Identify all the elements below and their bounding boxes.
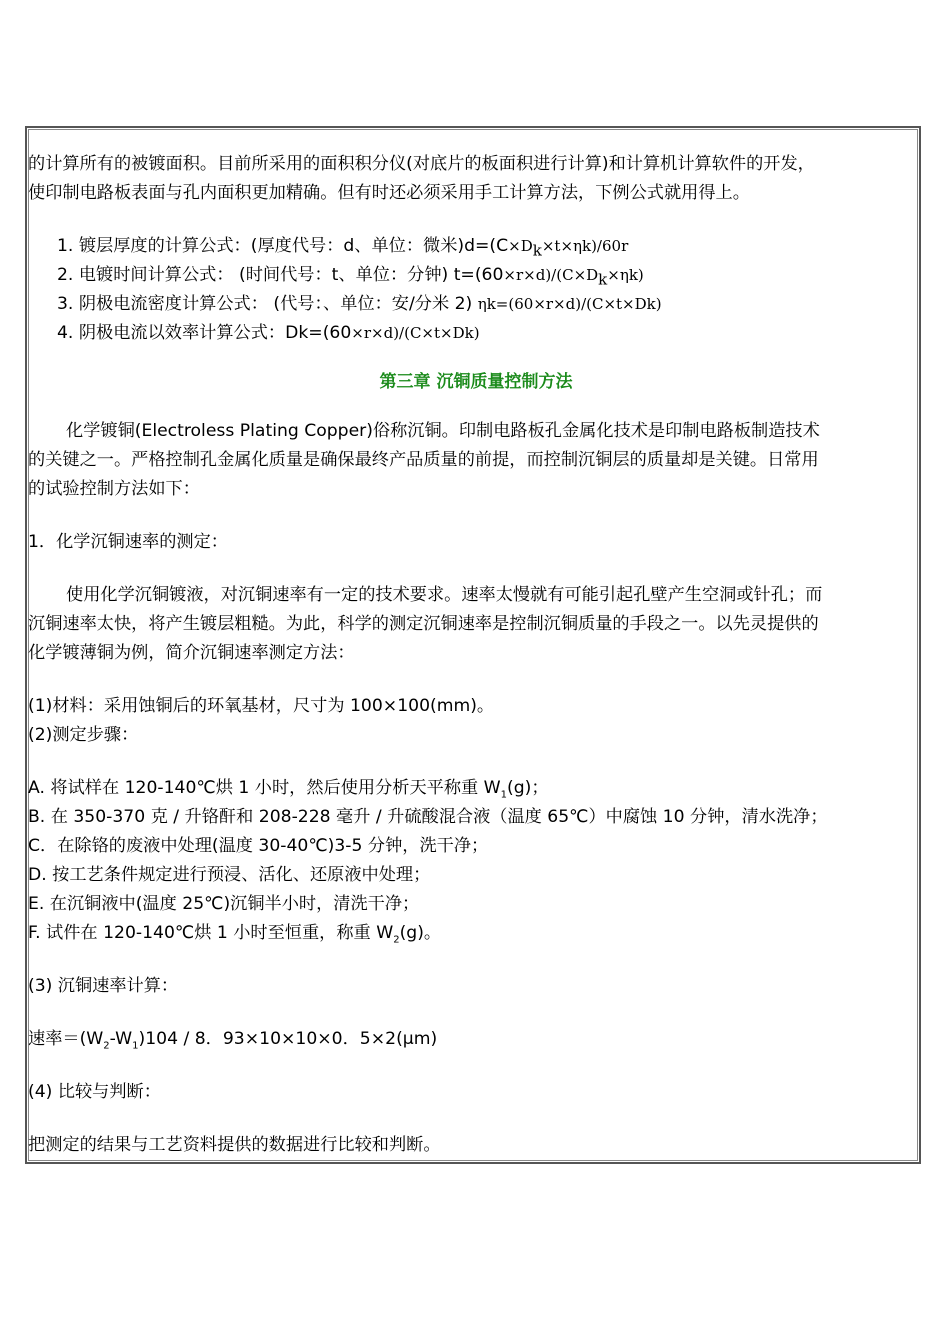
spacer [28, 397, 918, 417]
material-line: (1)材料：采用蚀铜后的环氧基材，尺寸为 100×100(mm)。 [28, 696, 495, 716]
formula-item: 4. 阴极电流以效率计算公式：Dk=(60×r×d)/(C×t×Dk) [57, 323, 480, 343]
intro-line-2: 使印制电路板表面与孔内面积更加精确。但有时还必须采用手工计算方法，下例公式就用得上。 [28, 183, 750, 203]
para1-line-1: 化学镀铜(Electroless Plating Copper)俗称沉铜。印制电路板孔金属化技术是印制电路板制造技术 [66, 421, 820, 441]
step-b: B. 在 350-370 克 / 升铬酐和 208-228 毫升 / 升硫酸混合液（温度 65℃）中腐蚀 10 分钟，清水洗净； [28, 807, 828, 827]
formula-item: 3. 阴极电流密度计算公式： (代号：、单位：安/分米 2) ηk=(60×r×d)/(C×t×Dk) [57, 294, 662, 314]
step-c: C．在除铬的废液中处理(温度 30-40℃)3-5 分钟，洗干净； [28, 836, 489, 856]
spacer [28, 1054, 918, 1078]
spacer [28, 208, 918, 232]
formula-item: 2. 电镀时间计算公式： (时间代号：t、单位：分钟) $t=(60\times r\times d)/(C\times D_k\times\eta k)$ [57, 265, 644, 289]
compare-title: (4) 比较与判断： [28, 1082, 161, 1102]
step-f: F. 试件在 120-140℃烘 1 小时至恒重，称重 $W_2(g)$。 [28, 923, 442, 946]
spacer [28, 1001, 918, 1025]
spacer [28, 750, 918, 774]
formula-item: 1. 镀层厚度的计算公式：(厚度代号：d、单位：微米)$d=(C\times D_k\times t\times\eta k)/60r$ [57, 236, 629, 260]
chapter-heading: 第三章 沉铜质量控制方法 [379, 372, 573, 392]
calc-formula: 速率$=(W_2-W_1)104 / 8$．93×10×10×0．5×2(μm) [28, 1029, 438, 1052]
calc-title: (3) 沉铜速率计算： [28, 976, 179, 996]
spacer [28, 504, 918, 528]
spacer [28, 668, 918, 692]
formula-list [28, 232, 918, 348]
para2-line-1: 使用化学沉铜镀液，对沉铜速率有一定的技术要求。速率太慢就有可能引起孔壁产生空洞或针孔；而 [66, 585, 823, 605]
spacer [28, 1107, 918, 1131]
para2-line-2: 沉铜速率太快，将产生镀层粗糙。为此，科学的测定沉铜速率是控制沉铜质量的手段之一。以先灵提供的 [28, 614, 819, 634]
spacer [28, 948, 918, 972]
para1-line-2: 的关键之一。严格控制孔金属化质量是确保最终产品质量的前提，而控制沉铜层的质量却是关键。日常用 [28, 450, 819, 470]
steps-title: (2)测定步骤： [28, 725, 139, 745]
spacer [28, 348, 918, 368]
step-d: D. 按工艺条件规定进行预浸、活化、还原液中处理； [28, 865, 431, 885]
para2-line-3: 化学镀薄铜为例，简介沉铜速率测定方法： [28, 643, 355, 663]
section1-title: 1．化学沉铜速率的测定： [28, 532, 228, 552]
intro-line-1: 的计算所有的被镀面积。目前所采用的面积积分仪(对底片的板面积进行计算)和计算机计算软件的开发， [28, 154, 815, 174]
step-a: A. 将试样在 120-140℃烘 1 小时，然后使用分析天平称重 $W_1(g)$； [28, 778, 549, 801]
document-body [28, 150, 918, 1160]
conclusion-line: 把测定的结果与工艺资料提供的数据进行比较和判断。 [28, 1135, 441, 1155]
para1-line-3: 的试验控制方法如下： [28, 479, 200, 499]
spacer [28, 557, 918, 581]
step-e: E. 在沉铜液中(温度 25℃)沉铜半小时，清洗干净； [28, 894, 420, 914]
